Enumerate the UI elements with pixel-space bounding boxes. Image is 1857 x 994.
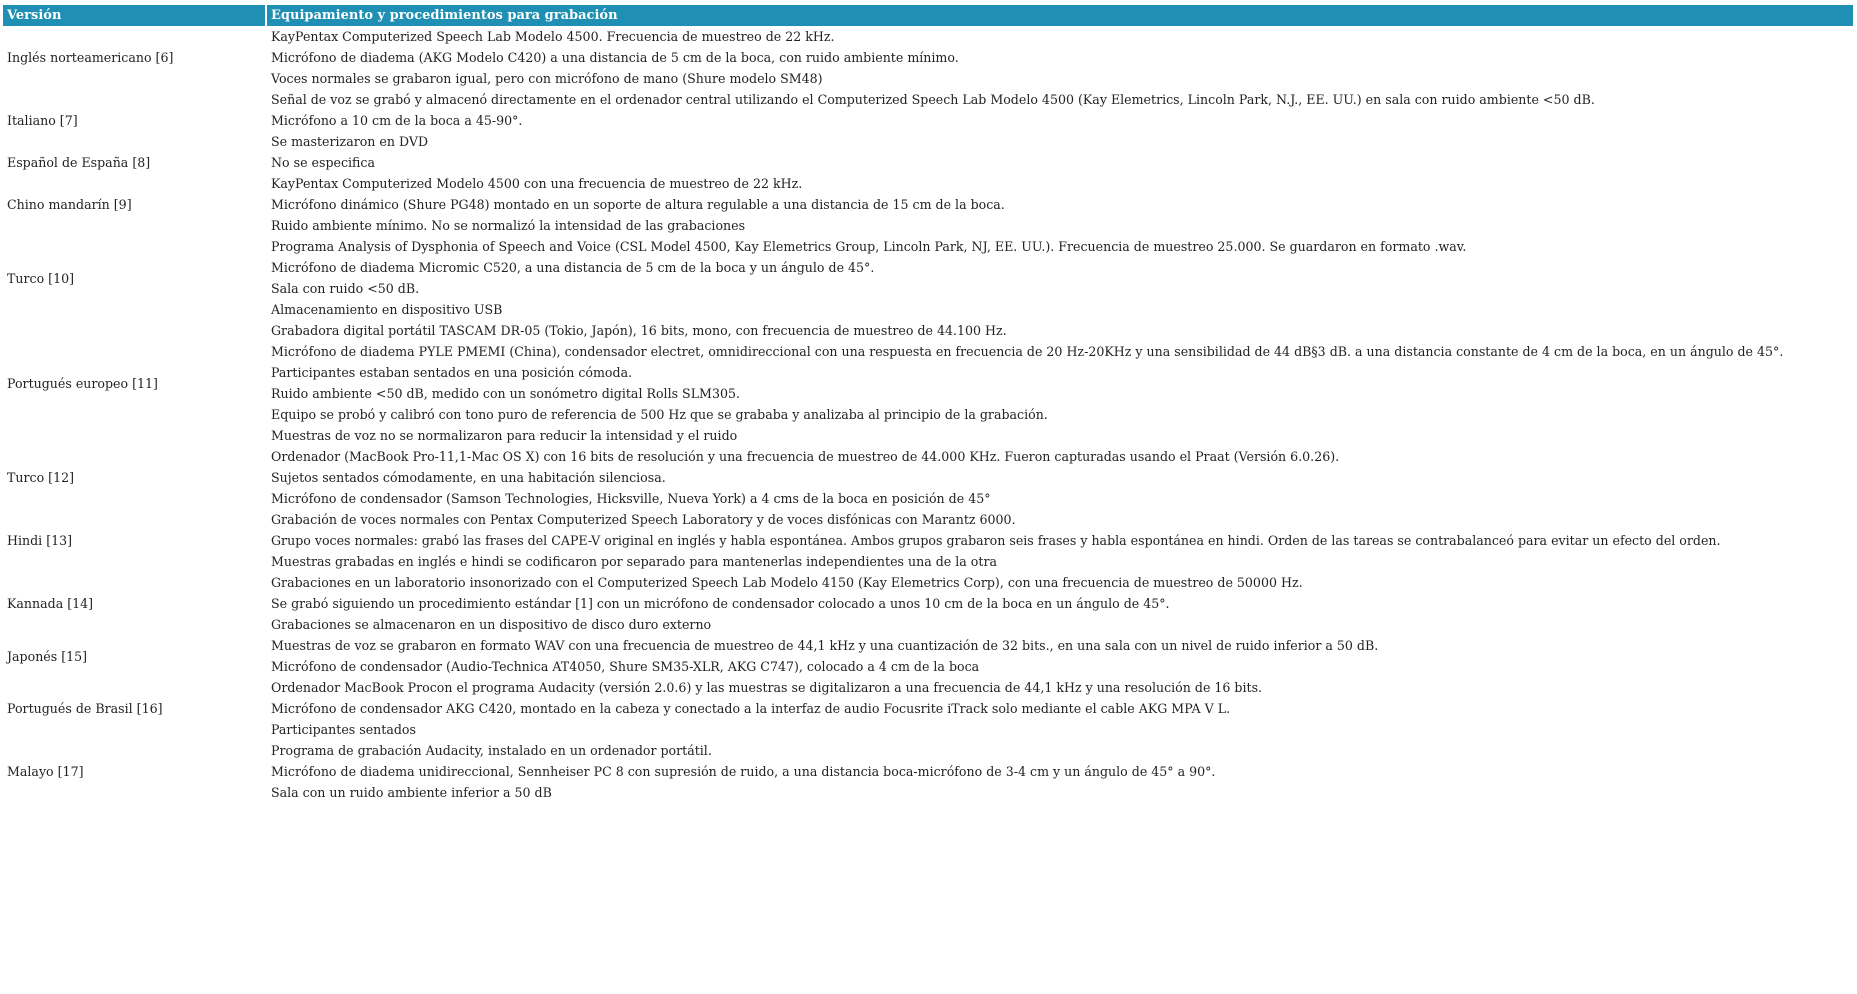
- equipment-cell: Participantes estaban sentados en una posición cómoda.: [271, 365, 633, 380]
- equipment-cell: Ordenador (MacBook Pro-11,1-Mac OS X) con 16 bits de resolución y una frecuencia de muestreo de 44.000 KHz. Fueron capturadas usando el Praat (Versión 6.0.26).: [271, 449, 1340, 464]
- equipment-cell: Programa Analysis of Dysphonia of Speech and Voice (CSL Model 4500, Kay Elemetrics Group, Lincoln Park, NJ, EE. UU.). Frecuencia de muestreo 25.000. Se guardaron en formato .wav.: [271, 239, 1467, 254]
- equipment-cell: Almacenamiento en dispositivo USB: [271, 302, 503, 317]
- equipment-cell: Micrófono a 10 cm de la boca a 45-90°.: [271, 113, 523, 128]
- version-cell: Español de España [8]: [7, 155, 151, 170]
- equipment-cell: Equipo se probó y calibró con tono puro de referencia de 500 Hz que se grababa y analizaba al principio de la grabación.: [271, 407, 1048, 422]
- version-cell: Hindi [13]: [7, 533, 73, 548]
- header-version: Versión: [7, 8, 62, 23]
- equipment-cell: Se masterizaron en DVD: [271, 134, 429, 149]
- equipment-cell: Micrófono de diadema (AKG Modelo C420) a una distancia de 5 cm de la boca, con ruido ambiente mínimo.: [271, 50, 959, 65]
- equipment-cell: Sujetos sentados cómodamente, en una habitación silenciosa.: [271, 470, 666, 485]
- recording-equipment-table: [3, 5, 1853, 803]
- equipment-cell: Programa de grabación Audacity, instalado en un ordenador portátil.: [271, 743, 712, 758]
- header-equipment: Equipamiento y procedimientos para grabación: [271, 8, 618, 23]
- equipment-cell: Ruido ambiente <50 dB, medido con un sonómetro digital Rolls SLM305.: [271, 386, 740, 401]
- equipment-cell: Señal de voz se grabó y almacenó directamente en el ordenador central utilizando el Computerized Speech Lab Modelo 4500 (Kay Elemetrics, Lincoln Park, N.J., EE. UU.) en sala con ruido ambiente <50 dB.: [271, 92, 1595, 107]
- equipment-cell: Grabadora digital portátil TASCAM DR-05 (Tokio, Japón), 16 bits, mono, con frecuencia de muestreo de 44.100 Hz.: [271, 323, 1007, 338]
- equipment-cell: Micrófono de diadema PYLE PMEMI (China), condensador electret, omnidireccional con una respuesta en frecuencia de 20 Hz-20KHz y una sensibilidad de 44 dB§3 dB. a una distancia constante de 4 cm de la boca, en un ángulo de 45°.: [271, 344, 1784, 359]
- version-cell: Japonés [15]: [7, 648, 88, 664]
- equipment-cell: Voces normales se grabaron igual, pero con micrófono de mano (Shure modelo SM48): [271, 71, 823, 86]
- equipment-cell: Ruido ambiente mínimo. No se normalizó la intensidad de las grabaciones: [271, 218, 746, 233]
- equipment-cell: Muestras grabadas en inglés e hindi se codificaron por separado para mantenerlas independientes una de la otra: [271, 554, 997, 569]
- equipment-cell: Grabación de voces normales con Pentax Computerized Speech Laboratory y de voces disfónicas con Marantz 6000.: [271, 512, 1016, 527]
- equipment-cell: Grupo voces normales: grabó las frases del CAPE-V original en inglés y habla espontánea. Ambos grupos grabaron seis frases y habla espontánea en hindi. Orden de las tareas se contrabalanceó para evitar un efecto del orden.: [271, 533, 1721, 548]
- equipment-cell: Grabaciones se almacenaron en un dispositivo de disco duro externo: [271, 617, 712, 632]
- version-cell: Turco [12]: [7, 470, 75, 485]
- equipment-cell: Grabaciones en un laboratorio insonorizado con el Computerized Speech Lab Modelo 4150 (Kay Elemetrics Corp), con una frecuencia de muestreo de 50000 Hz.: [271, 575, 1303, 590]
- version-cell: Italiano [7]: [7, 113, 78, 128]
- version-cell: Inglés norteamericano [6]: [7, 50, 174, 65]
- equipment-cell: Sala con ruido <50 dB.: [271, 281, 420, 296]
- equipment-cell: Micrófono de diadema Micromic C520, a una distancia de 5 cm de la boca y un ángulo de 45°.: [271, 260, 875, 275]
- equipment-cell: Micrófono de condensador AKG C420, montado en la cabeza y conectado a la interfaz de audio Focusrite iTrack solo mediante el cable AKG MPA V L.: [271, 701, 1231, 716]
- version-cell: Portugués europeo [11]: [7, 375, 158, 391]
- equipment-cell: Participantes sentados: [271, 722, 416, 737]
- equipment-cell: Micrófono de condensador (Samson Technologies, Hicksville, Nueva York) a 4 cms de la boca en posición de 45°: [271, 491, 991, 506]
- equipment-cell: KayPentax Computerized Modelo 4500 con una frecuencia de muestreo de 22 kHz.: [271, 176, 803, 191]
- version-cell: Chino mandarín [9]: [7, 197, 132, 212]
- table-body: [3, 26, 1853, 803]
- equipment-cell: No se especifica: [271, 155, 375, 170]
- version-cell: Turco [10]: [7, 270, 75, 286]
- version-cell: Portugués de Brasil [16]: [7, 701, 163, 716]
- equipment-cell: Micrófono de diadema unidireccional, Sennheiser PC 8 con supresión de ruido, a una distancia boca-micrófono de 3-4 cm y un ángulo de 45° a 90°.: [271, 764, 1216, 779]
- header-separator: [265, 5, 267, 26]
- version-cell: Kannada [14]: [7, 596, 94, 611]
- equipment-cell: KayPentax Computerized Speech Lab Modelo 4500. Frecuencia de muestreo de 22 kHz.: [271, 29, 835, 44]
- table-header: [3, 5, 1853, 26]
- equipment-cell: Sala con un ruido ambiente inferior a 50 dB: [271, 785, 552, 800]
- equipment-cell: Muestras de voz se grabaron en formato WAV con una frecuencia de muestreo de 44,1 kHz y una cuantización de 32 bits., en una sala con un nivel de ruido inferior a 50 dB.: [271, 638, 1379, 653]
- version-cell: Malayo [17]: [7, 764, 84, 779]
- equipment-cell: Micrófono de condensador (Audio-Technica AT4050, Shure SM35-XLR, AKG C747), colocado a 4 cm de la boca: [271, 659, 980, 674]
- equipment-cell: Se grabó siguiendo un procedimiento estándar [1] con un micrófono de condensador colocado a unos 10 cm de la boca en un ángulo de 45°.: [271, 596, 1170, 611]
- equipment-cell: Muestras de voz no se normalizaron para reducir la intensidad y el ruido: [271, 428, 738, 443]
- equipment-cell: Micrófono dinámico (Shure PG48) montado en un soporte de altura regulable a una distancia de 15 cm de la boca.: [271, 197, 1005, 212]
- equipment-cell: Ordenador MacBook Procon el programa Audacity (versión 2.0.6) y las muestras se digitalizaron a una frecuencia de 44,1 kHz y una resolución de 16 bits.: [271, 680, 1263, 695]
